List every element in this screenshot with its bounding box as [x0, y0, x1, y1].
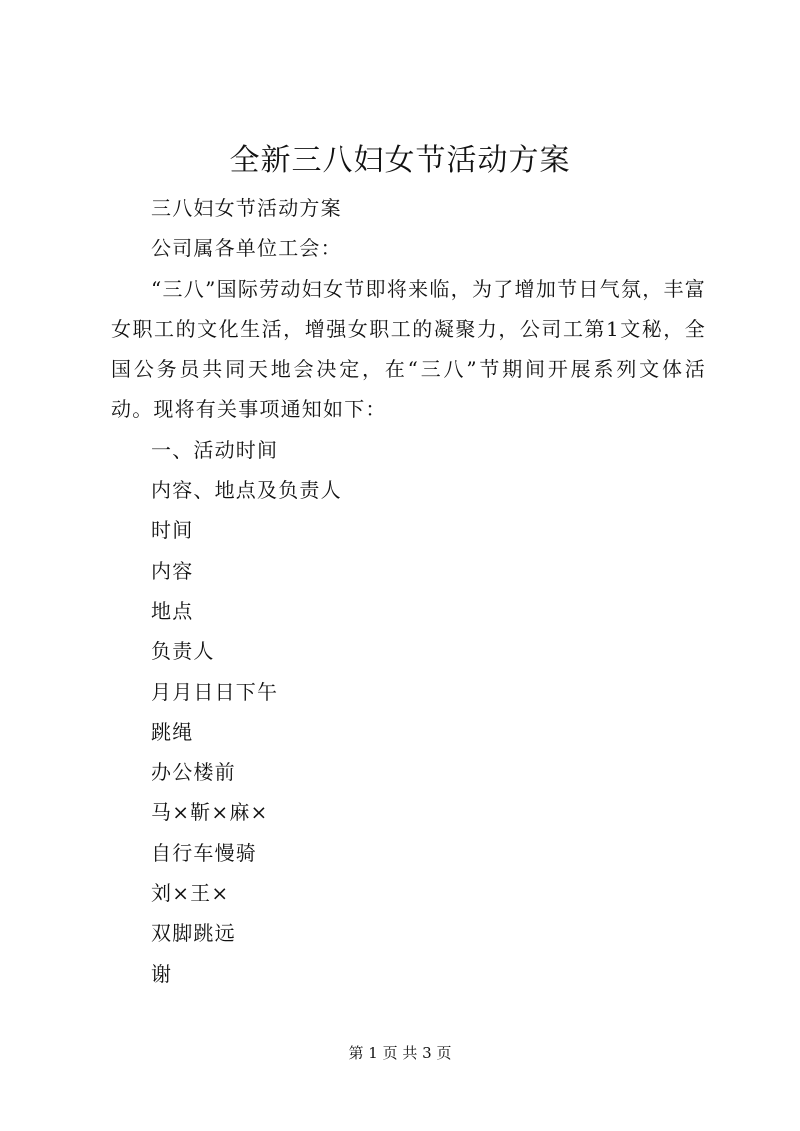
- page-number-footer: 第 1 页 共 3 页: [348, 1044, 452, 1062]
- paragraph: 双脚跳远: [151, 921, 236, 946]
- document-body: [111, 188, 706, 994]
- paragraph: 办公楼前: [151, 760, 236, 785]
- document-title: 全新三八妇女节活动方案: [229, 143, 571, 178]
- paragraph: 三八妇女节活动方案: [151, 196, 342, 220]
- paragraph: “三八”国际劳动妇女节即将来临，为了增加节日气氛，丰富女职工的文化生活，增强女职工的凝聚力，公司工第1文秘，全国公务员共同天地会决定，在“三八”节期间开展系列文体活动。现将有关事项通知如下：: [111, 276, 706, 422]
- paragraph: 内容、地点及负责人: [151, 478, 342, 503]
- paragraph: 内容: [151, 558, 194, 583]
- paragraph: 地点: [151, 598, 194, 623]
- paragraph: 负责人: [151, 639, 215, 664]
- paragraph: 跳绳: [151, 719, 194, 744]
- paragraph: 一、活动时间: [151, 437, 279, 462]
- paragraph: 马×靳×麻×: [151, 800, 269, 825]
- paragraph: 公司属各单位工会：: [151, 236, 342, 261]
- paragraph: 时间: [151, 518, 194, 543]
- paragraph: 刘×王×: [151, 881, 230, 906]
- paragraph: 谢: [151, 961, 173, 986]
- paragraph: 月月日日下午: [151, 679, 279, 704]
- paragraph: 自行车慢骑: [151, 840, 257, 865]
